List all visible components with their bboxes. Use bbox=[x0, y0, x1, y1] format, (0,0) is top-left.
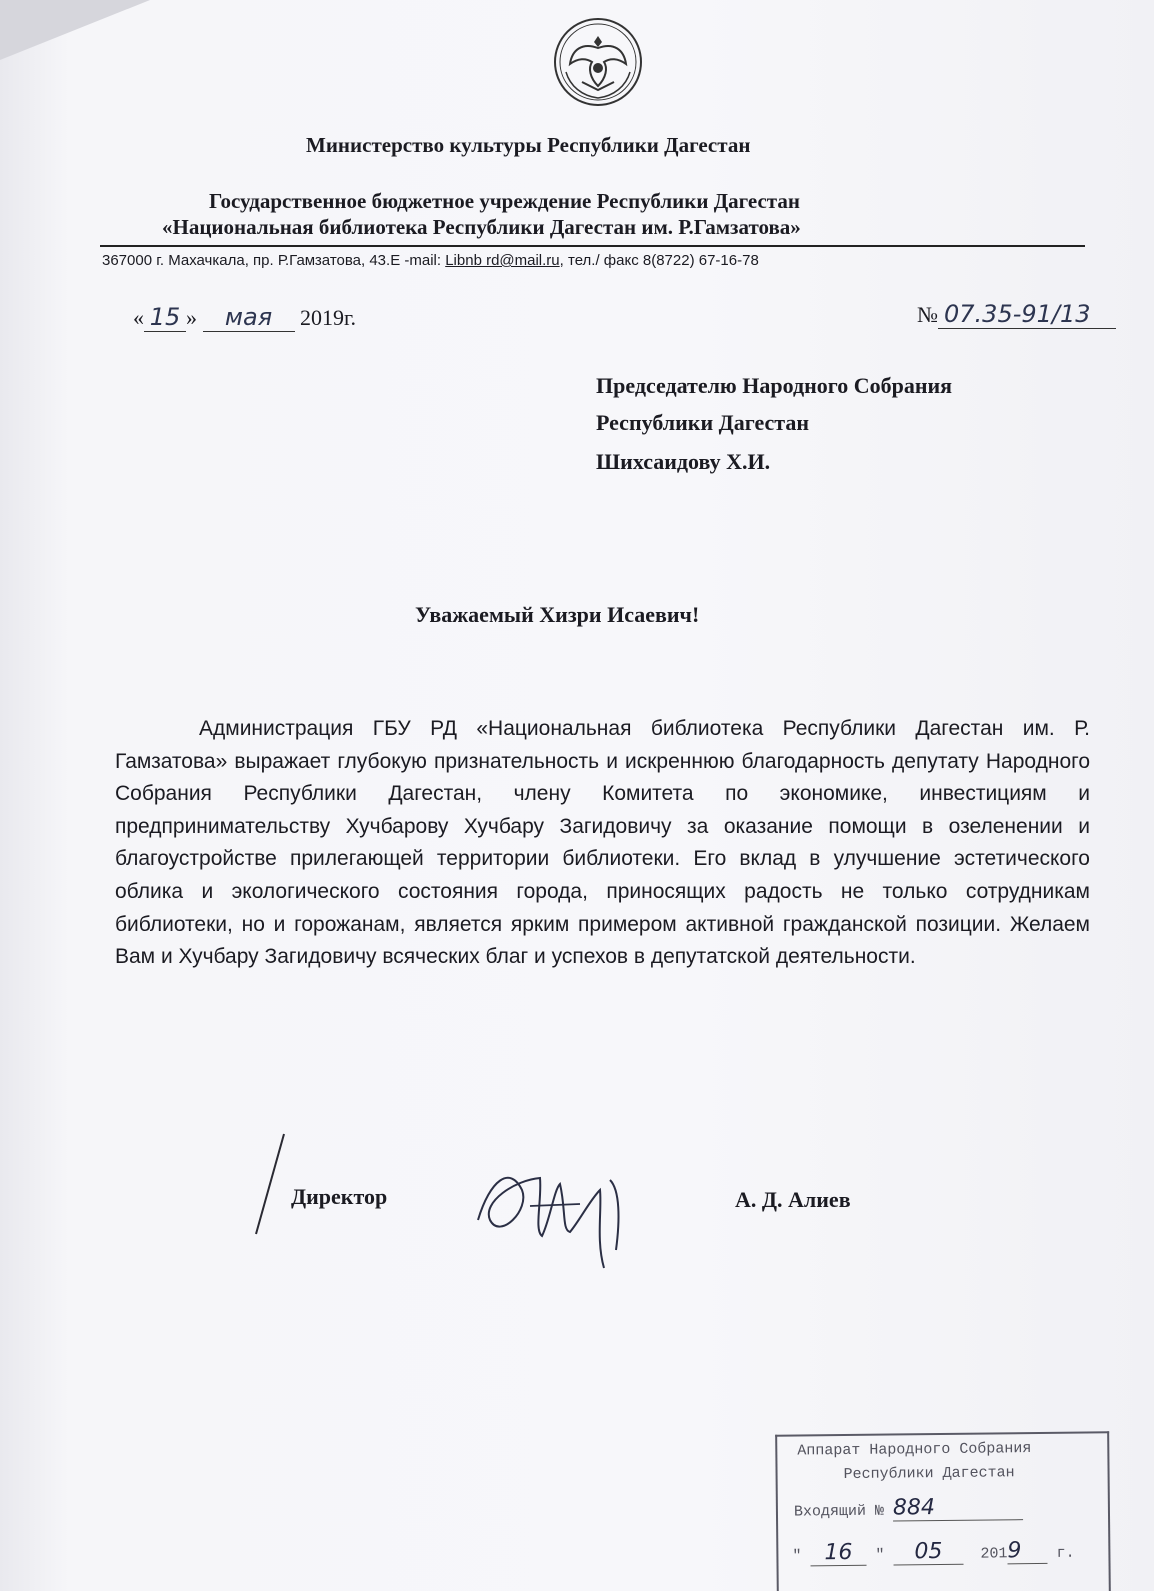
stamp-line2: Республики Дагестан bbox=[843, 1464, 1015, 1484]
stamp-incoming-number: 884 bbox=[893, 1494, 1023, 1521]
number-value: 07.35-91/13 bbox=[938, 300, 1116, 329]
stamp-date-year-suffix: 9 bbox=[1007, 1538, 1047, 1564]
stamp-date-day: 16 bbox=[810, 1540, 866, 1567]
phone-fax-text: , тел./ факс 8(8722) 67-16-78 bbox=[559, 252, 759, 269]
stamp-date-mid: " bbox=[875, 1546, 885, 1564]
ministry-name: Министерство культуры Республики Дагестан bbox=[306, 133, 751, 157]
date-open-quote: « bbox=[133, 305, 144, 330]
coat-of-arms-emblem bbox=[552, 16, 644, 108]
stamp-date-open: " bbox=[792, 1547, 802, 1565]
addressee-line2: Республики Дагестан bbox=[596, 410, 810, 435]
signatory-name: А. Д. Алиев bbox=[735, 1187, 851, 1212]
organization-name-line1: Государственное бюджетное учреждение Республики Дагестан bbox=[209, 189, 800, 213]
stamp-incoming-label: Входящий № bbox=[793, 1502, 885, 1521]
date-close-quote: » bbox=[186, 305, 197, 330]
address-text: 367000 г. Махачкала, пр. Р.Гамзатова, 43.Е -mail: bbox=[102, 252, 446, 269]
stamp-incoming bbox=[794, 1494, 1023, 1522]
date-month: мая bbox=[203, 303, 295, 332]
signatory-title: Директор bbox=[291, 1184, 388, 1209]
organization-name-line2: «Национальная библиотека Республики Дагестан им. Р.Гамзатова» bbox=[162, 215, 801, 239]
page-corner-shadow bbox=[0, 0, 150, 60]
stamp-line1: Аппарат Народного Собрания bbox=[797, 1440, 1032, 1460]
date-day: 15 bbox=[144, 303, 186, 332]
stamp-date-year-prefix: 201 bbox=[980, 1545, 1008, 1563]
letter-date bbox=[133, 303, 356, 332]
addressee-line3: Шихсаидову Х.И. bbox=[596, 449, 771, 474]
stamp-date-month: 05 bbox=[893, 1539, 963, 1566]
incoming-registration-stamp bbox=[775, 1431, 1111, 1591]
date-year: 2019г. bbox=[300, 305, 357, 330]
contact-line bbox=[102, 252, 759, 269]
letter-number bbox=[917, 300, 1116, 329]
number-label: № bbox=[917, 302, 938, 327]
stamp-date-g: г. bbox=[1056, 1544, 1075, 1562]
signature-slash-mark bbox=[250, 1130, 290, 1240]
addressee-line1: Председателю Народного Собрания bbox=[596, 373, 953, 398]
stamp-date bbox=[792, 1538, 1074, 1567]
letter-body: Администрация ГБУ РД «Национальная библиотека Республики Дагестан им. Р. Гамзатова» выражает глубокую признательность и искреннюю благодарность депутату Народного Собрания Республики Дагестан, члену Комитета по экономике, инвестициям и предпринимательству Хучбарову Хучбару Загидовичу за оказание помощи в озеленении и благоустройстве прилегающей территории библиотеки. Его вклад в улучшение эстетического облика и экологического состояния города, приносящих радость не только сотрудникам библиотеки, но и горожанам, является ярким примером активной гражданской позиции. Желаем Вам и Хучбару Загидовичу всяческих благ и успехов в депутатской деятельности. bbox=[115, 717, 1090, 969]
salutation: Уважаемый Хизри Исаевич! bbox=[415, 602, 700, 627]
handwritten-signature bbox=[470, 1150, 640, 1280]
letterhead-divider bbox=[100, 245, 1085, 247]
email-link[interactable]: Libnb rd@mail.ru bbox=[445, 252, 560, 269]
